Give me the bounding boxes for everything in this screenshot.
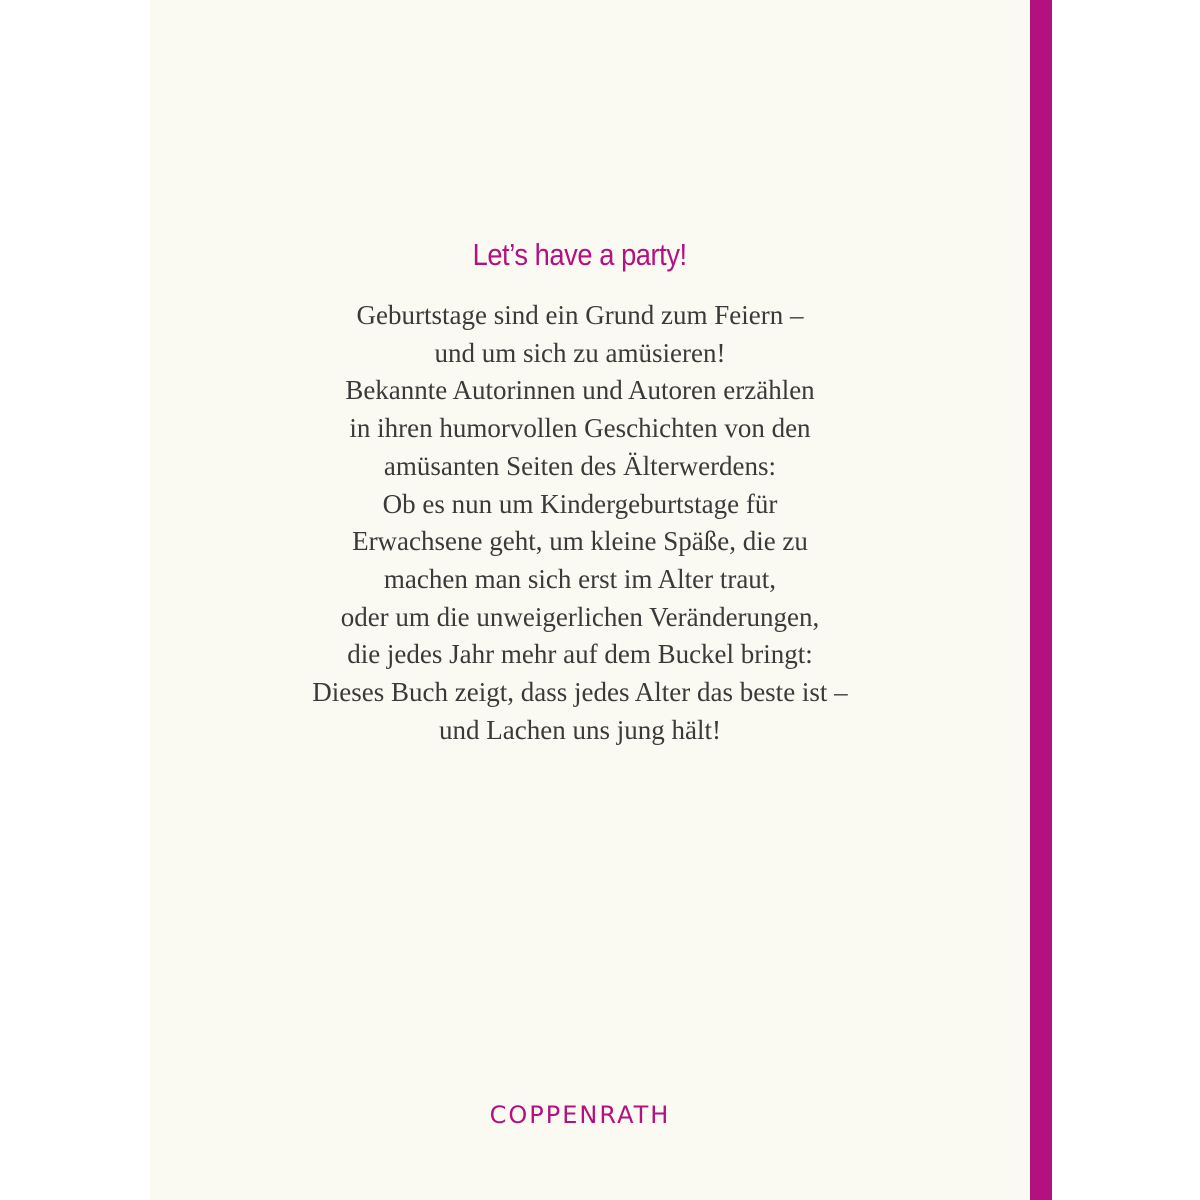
spine-stripe xyxy=(1030,0,1052,1200)
blurb-line: Ob es nun um Kindergeburtstage für xyxy=(382,488,778,519)
blurb-line: oder um die unweigerlichen Veränderungen, xyxy=(340,601,820,632)
blurb-line: und Lachen uns jung hält! xyxy=(439,714,721,745)
blurb-line: Geburtstage sind ein Grund zum Feiern – xyxy=(356,300,804,330)
blurb xyxy=(150,232,1010,749)
blurb-line: amüsanten Seiten des Älterwerdens: xyxy=(383,450,777,481)
blurb-line: Erwachsene geht, um kleine Späße, die zu xyxy=(352,526,808,557)
blurb-line: Bekannte Autorinnen und Autoren erzählen xyxy=(345,375,815,406)
blurb-text xyxy=(150,297,1010,749)
blurb-line: Dieses Buch zeigt, dass jedes Alter das beste ist – xyxy=(312,677,848,708)
blurb-line: die jedes Jahr mehr auf dem Buckel bringt: xyxy=(347,639,813,670)
publisher-logo: COPPENRATH xyxy=(489,1101,671,1129)
blurb-line: machen man sich erst im Alter traut, xyxy=(383,563,777,594)
back-cover xyxy=(150,0,1030,1200)
blurb-line: und um sich zu amüsieren! xyxy=(434,337,726,368)
cover-heading: Let’s have a party! xyxy=(472,237,688,272)
blurb-line: in ihren humorvollen Geschichten von den xyxy=(349,413,811,444)
